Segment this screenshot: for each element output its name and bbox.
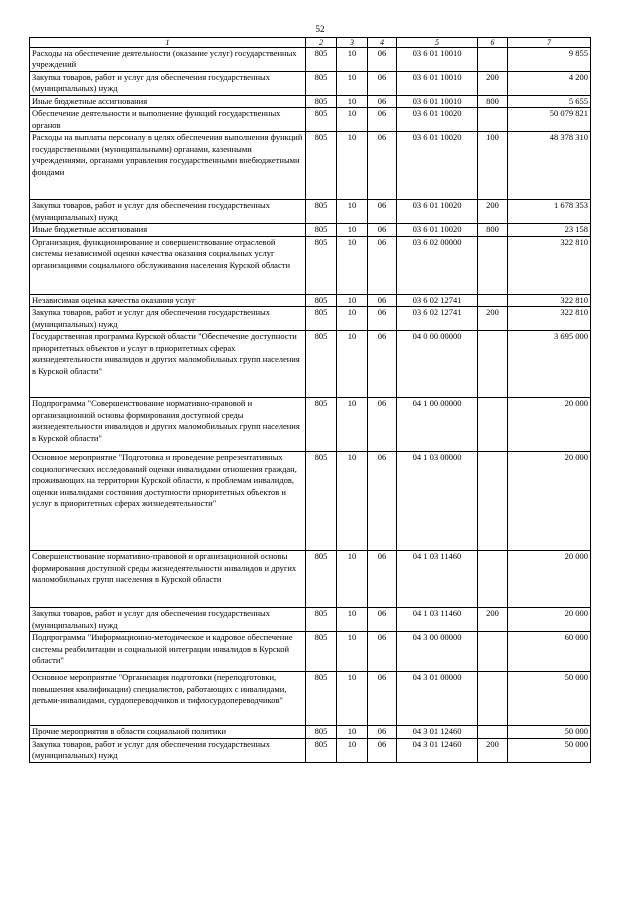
cell-pr: 06 <box>368 200 397 224</box>
cell-sum: 50 000 <box>508 672 591 726</box>
table-row <box>30 608 591 632</box>
cell-csr: 04 1 03 11460 <box>397 551 478 608</box>
cell-csr: 04 1 03 00000 <box>397 452 478 551</box>
cell-rz: 10 <box>337 108 368 132</box>
cell-rz: 10 <box>337 398 368 452</box>
table-row <box>30 452 591 551</box>
cell-csr: 03 6 02 00000 <box>397 236 478 294</box>
header-cell-sum: 7 <box>508 38 591 48</box>
header-row <box>30 38 591 48</box>
cell-name: Подпрограмма "Совершенствование нормативно-правовой и организационной основы формирования доступной среды жизнедеятельности инвалидов и других маломобильных групп населения в Курской области" <box>30 398 306 452</box>
cell-name: Прочие мероприятия в области социальной политики <box>30 726 306 738</box>
cell-gr: 805 <box>306 452 337 551</box>
header-cell-gr: 2 <box>306 38 337 48</box>
cell-vr <box>478 294 508 306</box>
cell-rz: 10 <box>337 452 368 551</box>
cell-gr: 805 <box>306 307 337 331</box>
cell-gr: 805 <box>306 738 337 762</box>
cell-pr: 06 <box>368 452 397 551</box>
cell-sum: 5 655 <box>508 95 591 107</box>
cell-csr: 04 3 01 12460 <box>397 726 478 738</box>
cell-name: Закупка товаров, работ и услуг для обеспечения государственных (муниципальных) нужд <box>30 608 306 632</box>
cell-sum: 48 378 310 <box>508 132 591 200</box>
cell-gr: 805 <box>306 236 337 294</box>
cell-vr <box>478 672 508 726</box>
cell-pr: 06 <box>368 95 397 107</box>
cell-csr: 03 6 01 10010 <box>397 48 478 72</box>
cell-pr: 06 <box>368 672 397 726</box>
cell-name: Закупка товаров, работ и услуг для обеспечения государственных (муниципальных) нужд <box>30 307 306 331</box>
cell-name: Подпрограмма "Информационно-методическое и кадровое обеспечение системы реабилитации и социальной интеграции инвалидов в Курской области" <box>30 632 306 672</box>
cell-name: Независимая оценка качества оказания услуг <box>30 294 306 306</box>
cell-vr: 200 <box>478 200 508 224</box>
table-row <box>30 632 591 672</box>
cell-name: Закупка товаров, работ и услуг для обеспечения государственных (муниципальных) нужд <box>30 738 306 762</box>
cell-rz: 10 <box>337 200 368 224</box>
cell-name: Расходы на выплаты персоналу в целях обеспечения выполнения функций государственными (муниципальными) органами, казенными учреждениями, органами управления государственными внебюджетными фондами <box>30 132 306 200</box>
cell-name: Расходы на обеспечение деятельности (оказание услуг) государственных учреждений <box>30 48 306 72</box>
cell-csr: 04 1 00 00000 <box>397 398 478 452</box>
cell-csr: 04 1 03 11460 <box>397 608 478 632</box>
table-row <box>30 331 591 398</box>
cell-vr <box>478 632 508 672</box>
cell-name: Иные бюджетные ассигнования <box>30 95 306 107</box>
table-row <box>30 200 591 224</box>
cell-rz: 10 <box>337 294 368 306</box>
cell-name: Обеспечение деятельности и выполнение функций государственных органов <box>30 108 306 132</box>
cell-gr: 805 <box>306 551 337 608</box>
cell-vr: 200 <box>478 71 508 95</box>
cell-csr: 04 0 00 00000 <box>397 331 478 398</box>
cell-vr: 800 <box>478 224 508 236</box>
cell-vr <box>478 726 508 738</box>
cell-pr: 06 <box>368 48 397 72</box>
cell-name: Иные бюджетные ассигнования <box>30 224 306 236</box>
cell-name: Совершенствование нормативно-правовой и организационной основы формирования доступной среды жизнедеятельности инвалидов и других маломобильных групп населения в Курской области <box>30 551 306 608</box>
cell-name: Организация, функционирование и совершенствование отраслевой системы независимой оценки качества оказания социальных услуг организациями социального обслуживания населения Курской области <box>30 236 306 294</box>
cell-rz: 10 <box>337 307 368 331</box>
cell-name: Закупка товаров, работ и услуг для обеспечения государственных (муниципальных) нужд <box>30 200 306 224</box>
cell-sum: 20 000 <box>508 398 591 452</box>
cell-csr: 03 6 01 10020 <box>397 224 478 236</box>
cell-pr: 06 <box>368 132 397 200</box>
cell-rz: 10 <box>337 71 368 95</box>
header-cell-rz: 3 <box>337 38 368 48</box>
cell-sum: 322 810 <box>508 307 591 331</box>
cell-vr <box>478 331 508 398</box>
cell-sum: 50 079 821 <box>508 108 591 132</box>
cell-rz: 10 <box>337 132 368 200</box>
table-row <box>30 307 591 331</box>
cell-gr: 805 <box>306 108 337 132</box>
table-row <box>30 398 591 452</box>
table-row <box>30 48 591 72</box>
table-row <box>30 726 591 738</box>
cell-sum: 23 158 <box>508 224 591 236</box>
cell-sum: 322 810 <box>508 294 591 306</box>
cell-sum: 322 810 <box>508 236 591 294</box>
cell-name: Закупка товаров, работ и услуг для обеспечения государственных (муниципальных) нужд <box>30 71 306 95</box>
cell-csr: 03 6 01 10010 <box>397 95 478 107</box>
table-row <box>30 224 591 236</box>
cell-sum: 60 000 <box>508 632 591 672</box>
cell-gr: 805 <box>306 95 337 107</box>
cell-pr: 06 <box>368 108 397 132</box>
table-row <box>30 672 591 726</box>
cell-csr: 03 6 02 12741 <box>397 307 478 331</box>
cell-csr: 04 3 00 00000 <box>397 632 478 672</box>
cell-pr: 06 <box>368 608 397 632</box>
cell-sum: 1 678 353 <box>508 200 591 224</box>
cell-gr: 805 <box>306 224 337 236</box>
cell-vr <box>478 452 508 551</box>
cell-gr: 805 <box>306 331 337 398</box>
page-number: 52 <box>315 24 325 34</box>
cell-pr: 06 <box>368 71 397 95</box>
cell-gr: 805 <box>306 398 337 452</box>
table-row <box>30 294 591 306</box>
cell-gr: 805 <box>306 71 337 95</box>
cell-gr: 805 <box>306 726 337 738</box>
cell-csr: 03 6 01 10010 <box>397 71 478 95</box>
table-row <box>30 95 591 107</box>
cell-sum: 3 695 000 <box>508 331 591 398</box>
cell-rz: 10 <box>337 738 368 762</box>
cell-pr: 06 <box>368 331 397 398</box>
cell-csr: 03 6 01 10020 <box>397 132 478 200</box>
header-cell-pr: 4 <box>368 38 397 48</box>
header-cell-csr: 5 <box>397 38 478 48</box>
cell-vr <box>478 551 508 608</box>
cell-gr: 805 <box>306 632 337 672</box>
cell-pr: 06 <box>368 726 397 738</box>
cell-pr: 06 <box>368 398 397 452</box>
cell-sum: 50 000 <box>508 726 591 738</box>
cell-rz: 10 <box>337 726 368 738</box>
cell-name: Основное мероприятие "Подготовка и проведение репрезентативных социологических исследований оценки инвалидами отношения граждан, проживающих на территории Курской области, к проблемам инвалидов, оценки инвалидами состояния доступности приоритетных объектов и услуг в приоритетных сферах жизнедеятельности" <box>30 452 306 551</box>
cell-gr: 805 <box>306 200 337 224</box>
cell-gr: 805 <box>306 294 337 306</box>
cell-vr <box>478 398 508 452</box>
cell-vr <box>478 48 508 72</box>
table-row <box>30 738 591 762</box>
cell-csr: 03 6 01 10020 <box>397 108 478 132</box>
cell-rz: 10 <box>337 224 368 236</box>
cell-sum: 4 200 <box>508 71 591 95</box>
cell-vr: 800 <box>478 95 508 107</box>
cell-sum: 50 000 <box>508 738 591 762</box>
budget-table <box>29 37 591 763</box>
cell-sum: 20 000 <box>508 452 591 551</box>
cell-gr: 805 <box>306 48 337 72</box>
cell-pr: 06 <box>368 236 397 294</box>
cell-pr: 06 <box>368 294 397 306</box>
cell-csr: 03 6 02 12741 <box>397 294 478 306</box>
cell-vr: 200 <box>478 738 508 762</box>
cell-vr: 200 <box>478 608 508 632</box>
table-row <box>30 71 591 95</box>
cell-rz: 10 <box>337 551 368 608</box>
cell-pr: 06 <box>368 307 397 331</box>
cell-rz: 10 <box>337 236 368 294</box>
cell-vr <box>478 108 508 132</box>
cell-csr: 04 3 01 00000 <box>397 672 478 726</box>
cell-rz: 10 <box>337 608 368 632</box>
cell-sum: 9 855 <box>508 48 591 72</box>
cell-sum: 20 000 <box>508 551 591 608</box>
cell-name: Государственная программа Курской области "Обеспечение доступности приоритетных объектов и услуг в приоритетных сферах жизнедеятельности инвалидов и других маломобильных групп населения в Курской области" <box>30 331 306 398</box>
cell-sum: 20 000 <box>508 608 591 632</box>
cell-csr: 03 6 01 10020 <box>397 200 478 224</box>
cell-gr: 805 <box>306 132 337 200</box>
cell-gr: 805 <box>306 672 337 726</box>
cell-rz: 10 <box>337 48 368 72</box>
table-row <box>30 132 591 200</box>
cell-rz: 10 <box>337 95 368 107</box>
table-row <box>30 236 591 294</box>
cell-name: Основное мероприятие "Организация подготовки (переподготовки, повышения квалификации) специалистов, работающих с инвалидами, детьми-инвалидами, сурдопереводчиков и тифлосурдопереводчиков" <box>30 672 306 726</box>
table-row <box>30 551 591 608</box>
cell-pr: 06 <box>368 632 397 672</box>
cell-vr: 100 <box>478 132 508 200</box>
cell-vr <box>478 236 508 294</box>
cell-csr: 04 3 01 12460 <box>397 738 478 762</box>
cell-rz: 10 <box>337 672 368 726</box>
cell-vr: 200 <box>478 307 508 331</box>
cell-pr: 06 <box>368 224 397 236</box>
header-cell-name: 1 <box>30 38 306 48</box>
cell-rz: 10 <box>337 632 368 672</box>
cell-gr: 805 <box>306 608 337 632</box>
header-cell-vr: 6 <box>478 38 508 48</box>
cell-rz: 10 <box>337 331 368 398</box>
table-row <box>30 108 591 132</box>
cell-pr: 06 <box>368 551 397 608</box>
cell-pr: 06 <box>368 738 397 762</box>
